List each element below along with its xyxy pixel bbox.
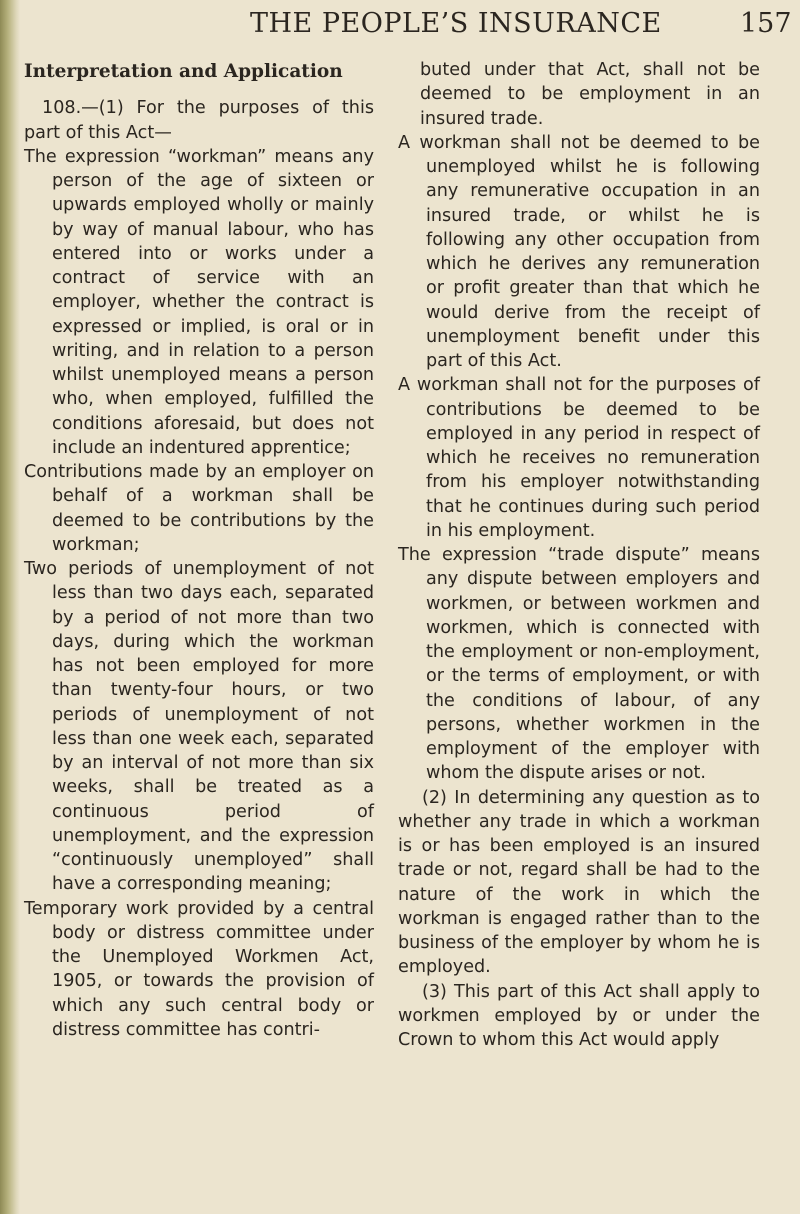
- left-column: [24, 58, 374, 1042]
- definition-trade-dispute: The expression “trade dispute” means any dispute between employers and workmen, or between workmen and workmen, which is connected with the employment or non-employment, or the terms of employment, or with the conditions of labour, of any persons, whether workmen in the employment of the employer with whom the dispute arises or not.: [398, 545, 760, 784]
- definition-employed-for-contributions: A workman shall not for the purposes of contributions be deemed to be employed in any period in respect of which he receives no remuneration from his employer notwithstanding that he continues during such period in his employment.: [398, 375, 760, 541]
- right-column: [398, 58, 760, 1052]
- definition-unemployed: A workman shall not be deemed to be unemployed whilst he is following any remunerative occupation in an insured trade, or whilst he is following any other occupation from which he derives any remuneration or profit greater than that which he would derive from the receipt of unemployment benefit under this part of this Act.: [398, 132, 760, 371]
- page-header: [0, 8, 800, 52]
- definition-workman: The expression “workman” means any person of the age of sixteen or upwards employed wholly or mainly by way of manual labour, who has entered into or works under a contract of service with an employer, whether the contract is expressed or implied, is oral or in writing, and in relation to a person whilst unemployed means a person who, when employed, fulfilled the conditions aforesaid, but does not include an indentured apprentice;: [24, 146, 374, 458]
- section-intro: 108.—(1) For the purposes of this part of this Act—: [24, 98, 374, 143]
- running-title: THE PEOPLE’S INSURANCE: [250, 8, 662, 39]
- continuation-text: buted under that Act, shall not be deemed to be employment in an insured trade.: [420, 60, 760, 129]
- section-heading: Interpretation and Application: [24, 61, 343, 82]
- subsection-3: (3) This part of this Act shall apply to workmen employed by or under the Crown to whom this Act would apply: [398, 981, 760, 1050]
- page-number: 157: [740, 8, 792, 39]
- definition-continuous-unemployment: Two periods of unemployment of not less than two days each, separated by a period of not more than two days, during which the workman has not been employed for more than twenty-four hours, or two periods of unemployment of not less than one week each, separated by an interval of not more than six weeks, shall be treated as a continuous period of unemployment, and the expression “continuously unemployed” shall have a corresponding meaning;: [24, 559, 374, 895]
- subsection-2: (2) In determining any question as to whether any trade in which a workman is or has been employed is an insured trade or not, regard shall be had to the nature of the work in which the workman is engaged rather than to the business of the employer by whom he is employed.: [398, 787, 760, 978]
- definition-contributions: Contributions made by an employer on behalf of a workman shall be deemed to be contributions by the workman;: [24, 462, 374, 555]
- page-binding-edge: [0, 0, 20, 1214]
- definition-temporary-work: Temporary work provided by a central body or distress committee under the Unemployed Workmen Act, 1905, or towards the provision of which any such central body or distress committee has contri-: [24, 898, 374, 1040]
